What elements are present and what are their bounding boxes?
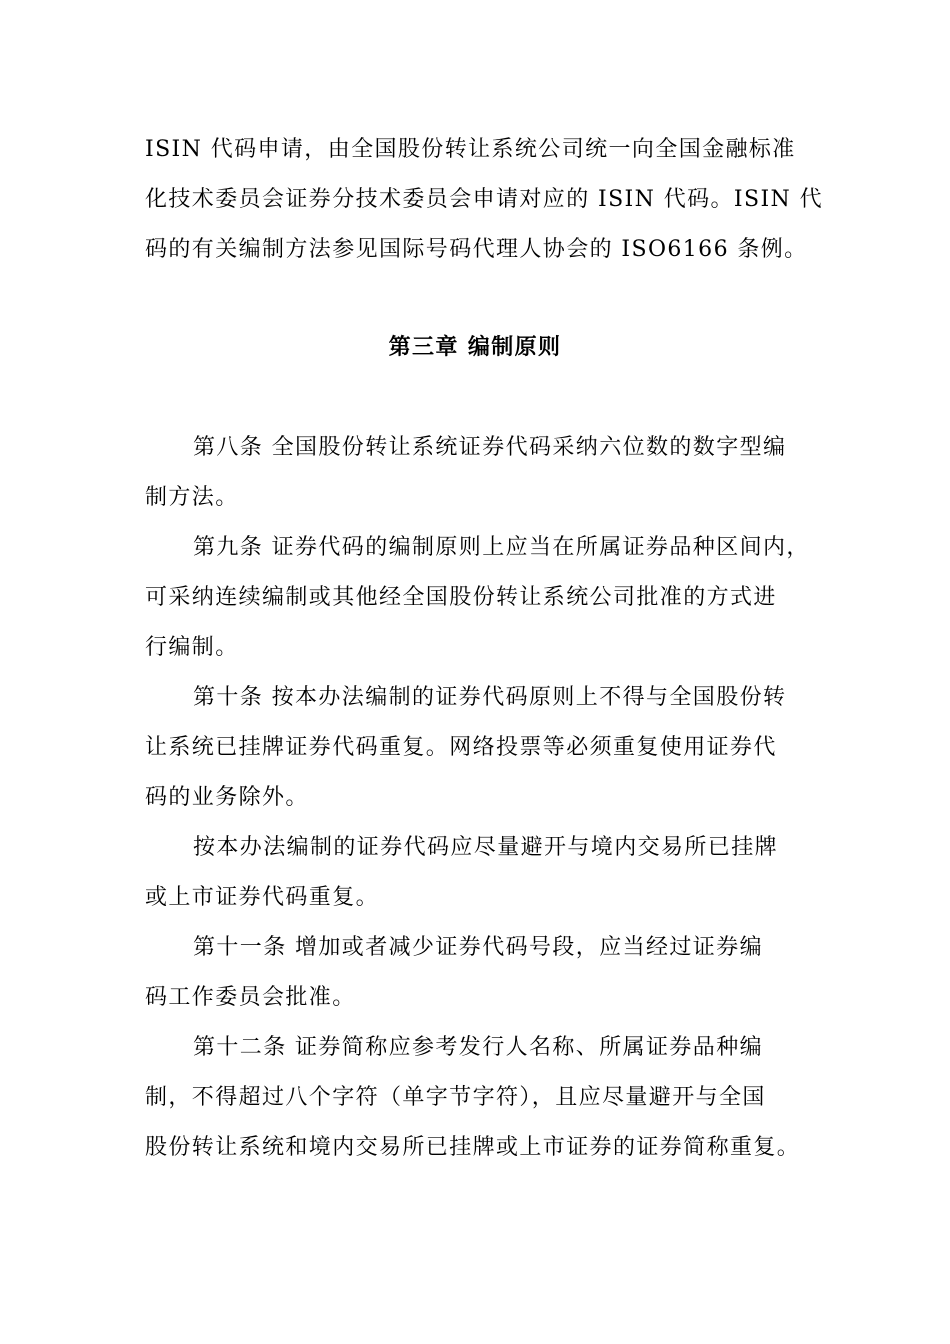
intro-line-2: 化技术委员会证券分技术委员会申请对应的 ISIN 代码。ISIN 代 [145, 187, 823, 212]
article-11-line-1: 第十一条 增加或者减少证券代码号段，应当经过证券编 [193, 935, 763, 960]
article-10-paragraph-2-line-2: 或上市证券代码重复。 [145, 885, 380, 910]
article-11-line-2: 码工作委员会批准。 [145, 985, 356, 1010]
article-12-line-3: 股份转让系统和境内交易所已挂牌或上市证券的证券简称重复。 [145, 1135, 801, 1160]
article-12-line-2: 制，不得超过八个字符（单字节字符），且应尽量避开与全国 [145, 1085, 766, 1110]
chapter-title: 第三章 编制原则 [388, 335, 562, 360]
article-12-line-1: 第十二条 证券简称应参考发行人名称、所属证券品种编 [193, 1035, 763, 1060]
article-8-line-2: 制方法。 [145, 485, 239, 510]
article-9-line-3: 行编制。 [145, 635, 239, 660]
article-10-line-1: 第十条 按本办法编制的证券代码原则上不得与全国股份转 [193, 685, 787, 710]
article-9-line-2: 可采纳连续编制或其他经全国股份转让系统公司批准的方式进 [145, 585, 777, 610]
intro-line-3: 码的有关编制方法参见国际号码代理人协会的 ISO6166 条例。 [145, 237, 808, 262]
intro-line-1: ISIN 代码申请，由全国股份转让系统公司统一向全国金融标准 [145, 137, 796, 162]
article-10-paragraph-2-line-1: 按本办法编制的证券代码应尽量避开与境内交易所已挂牌 [193, 835, 779, 860]
article-10-line-2: 让系统已挂牌证券代码重复。网络投票等必须重复使用证券代 [145, 735, 777, 760]
article-8-line-1: 第八条 全国股份转让系统证券代码采纳六位数的数字型编 [193, 435, 787, 460]
article-10-line-3: 码的业务除外。 [145, 785, 309, 810]
article-9-line-1: 第九条 证券代码的编制原则上应当在所属证券品种区间内， [193, 535, 810, 560]
